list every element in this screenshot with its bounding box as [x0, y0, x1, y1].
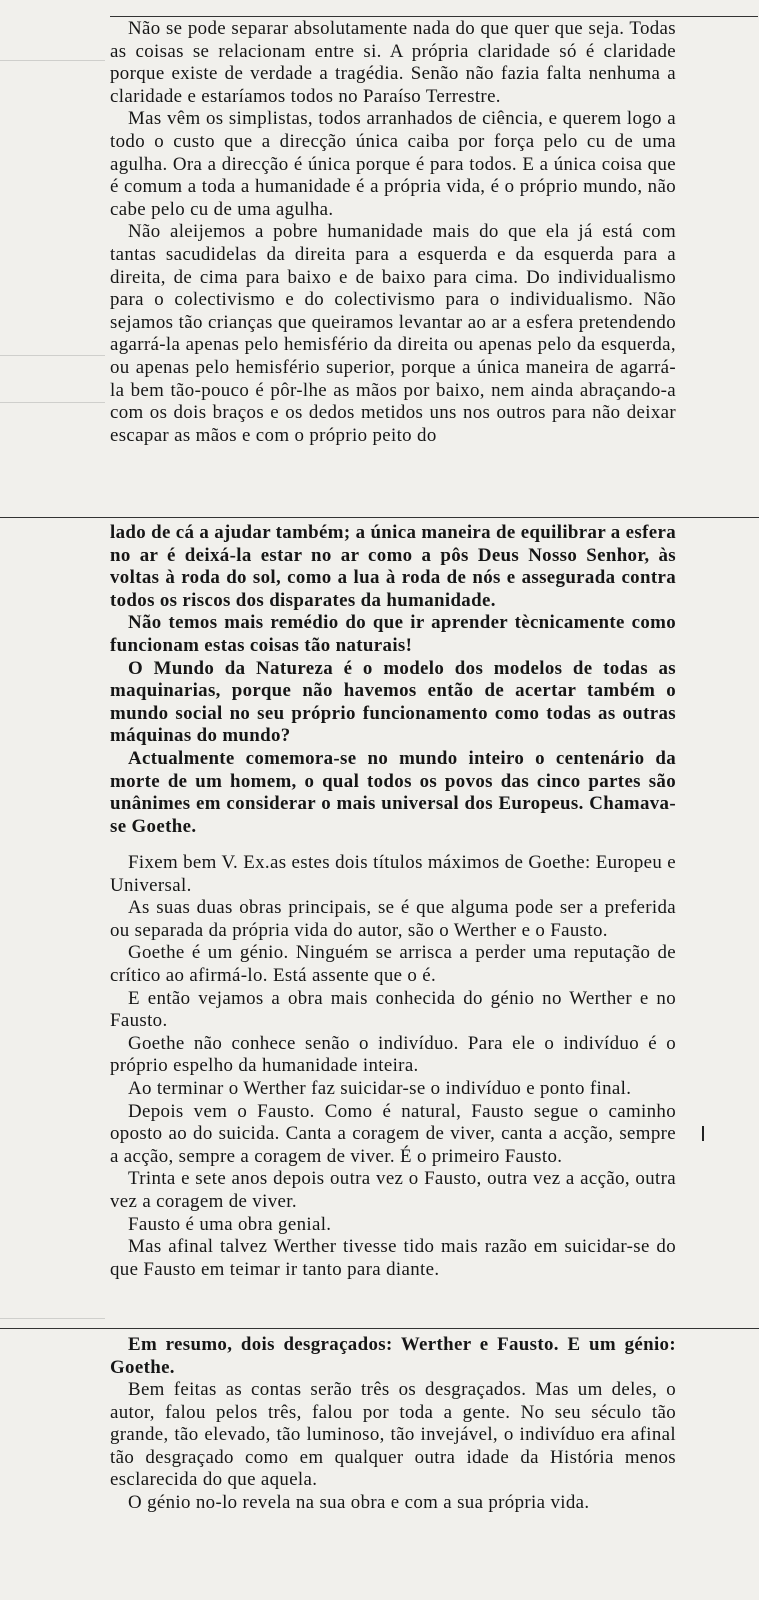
paragraph: Ao terminar o Werther faz suicidar-se o indivíduo e ponto final.	[128, 1077, 632, 1099]
text-block-2	[110, 522, 676, 838]
section-divider	[0, 1328, 759, 1329]
paragraph: Actualmente comemora-se no mundo inteiro o centenário da morte de um homem, o qual todos os povos das cinco partes são unânimes em considerar o mais universal dos Europeus. Chamava-se Goethe.	[110, 747, 676, 837]
paragraph: As suas duas obras principais, se é que alguma pode ser a preferida ou separada da própria vida do autor, são o Werther e o Fausto.	[110, 897, 676, 941]
paragraph: Mas vêm os simplistas, todos arranhados de ciência, e querem logo a todo o custo que a direcção única caiba por força pelo cu de uma agulha. Ora a direcção é única porque é para todos. E a única coisa que é comum a toda a humanidade é a própria vida, é o próprio mundo, não cabe pelo cu de uma agulha.	[110, 108, 676, 220]
scan-line	[0, 60, 105, 61]
section-divider	[0, 517, 759, 518]
paragraph: Não temos mais remédio do que ir aprender tècnicamente como funcionam estas coisas tão naturais!	[110, 612, 676, 656]
scan-line	[0, 1318, 105, 1319]
paragraph: O génio no-lo revela na sua obra e com a sua própria vida.	[128, 1491, 590, 1513]
text-block-5	[110, 1379, 676, 1515]
paragraph: Fixem bem V. Ex.as estes dois títulos máximos de Goethe: Europeu e Universal.	[110, 852, 676, 896]
text-block-4	[110, 1334, 676, 1379]
paragraph: Goethe não conhece senão o indivíduo. Para ele o indivíduo é o próprio espelho da humanidade inteira.	[110, 1032, 676, 1077]
paragraph: Em resumo, dois desgraçados: Werther e Fausto. E um génio: Goethe.	[110, 1334, 676, 1378]
paragraph: Trinta e sete anos depois outra vez o Fausto, outra vez a acção, outra vez a coragem de viver.	[110, 1168, 676, 1212]
text-block-1	[110, 18, 676, 447]
paragraph: lado de cá a ajudar também; a única maneira de equilibrar a esfera no ar é deixá-la estar no ar como a pôs Deus Nosso Senhor, às voltas à roda do sol, como a lua à roda de nós e assegurada contra todos os riscos dos disparates da humanidade.	[110, 522, 676, 611]
paragraph: E então vejamos a obra mais conhecida do génio no Werther e no Fausto.	[110, 987, 676, 1032]
paragraph: Bem feitas as contas serão três os desgraçados. Mas um deles, o autor, falou pelos três, falou por toda a gente. No seu século tão grande, tão elevado, tão luminoso, tão invejável, o indivíduo era afinal tão desgraçado como em qualquer outra idade da História menos esclarecida do que aquela.	[110, 1379, 676, 1491]
paragraph: Goethe é um génio. Ninguém se arrisca a perder uma reputação de crítico ao afirmá-lo. Está assente que o é.	[110, 942, 676, 986]
paragraph: O Mundo da Natureza é o modelo dos modelos de todas as maquinarias, porque não havemos então de acertar também o mundo social no seu próprio funcionamento como todas as outras máquinas do mundo?	[110, 657, 676, 747]
scan-line	[0, 402, 105, 403]
text-block-3	[110, 852, 676, 1281]
paragraph: Fausto é uma obra genial.	[128, 1213, 332, 1235]
paragraph: Não se pode separar absolutamente nada do que quer que seja. Todas as coisas se relacionam entre si. A própria claridade só é claridade porque existe de verdade a tragédia. Senão não fazia falta nenhuma a claridade e estaríamos todos no Paraíso Terrestre.	[110, 18, 676, 107]
margin-mark	[702, 1126, 704, 1141]
paragraph: Não aleijemos a pobre humanidade mais do que ela já está com tantas sacudidelas da direita para a esquerda e da esquerda para a direita, de cima para baixo e de baixo para cima. Do individualismo para o colectivismo e do colectivismo para o individualismo. Não sejamos tão crianças que queiramos levantar ao ar a esfera pretendendo agarrá-la apenas pelo hemisfério da direita ou apenas pelo da esquerda, ou apenas pelo hemisfério superior, porque a única maneira de agarrá-la bem tão-pouco é pôr-lhe as mãos por baixo, nem ainda abraçando-a com os dois braços e os dedos metidos uns nos outros para não deixar escapar as mãos e com o próprio peito do	[110, 221, 676, 446]
paragraph: Mas afinal talvez Werther tivesse tido mais razão em suicidar-se do que Fausto em teimar ir tanto para diante.	[110, 1236, 676, 1280]
scan-line	[0, 355, 105, 356]
paragraph: Depois vem o Fausto. Como é natural, Fausto segue o caminho oposto ao do suicida. Canta a coragem de viver, canta a acção, sempre a acção, sempre a coragem de viver. É o primeiro Fausto.	[110, 1100, 676, 1167]
top-rule	[110, 16, 758, 17]
